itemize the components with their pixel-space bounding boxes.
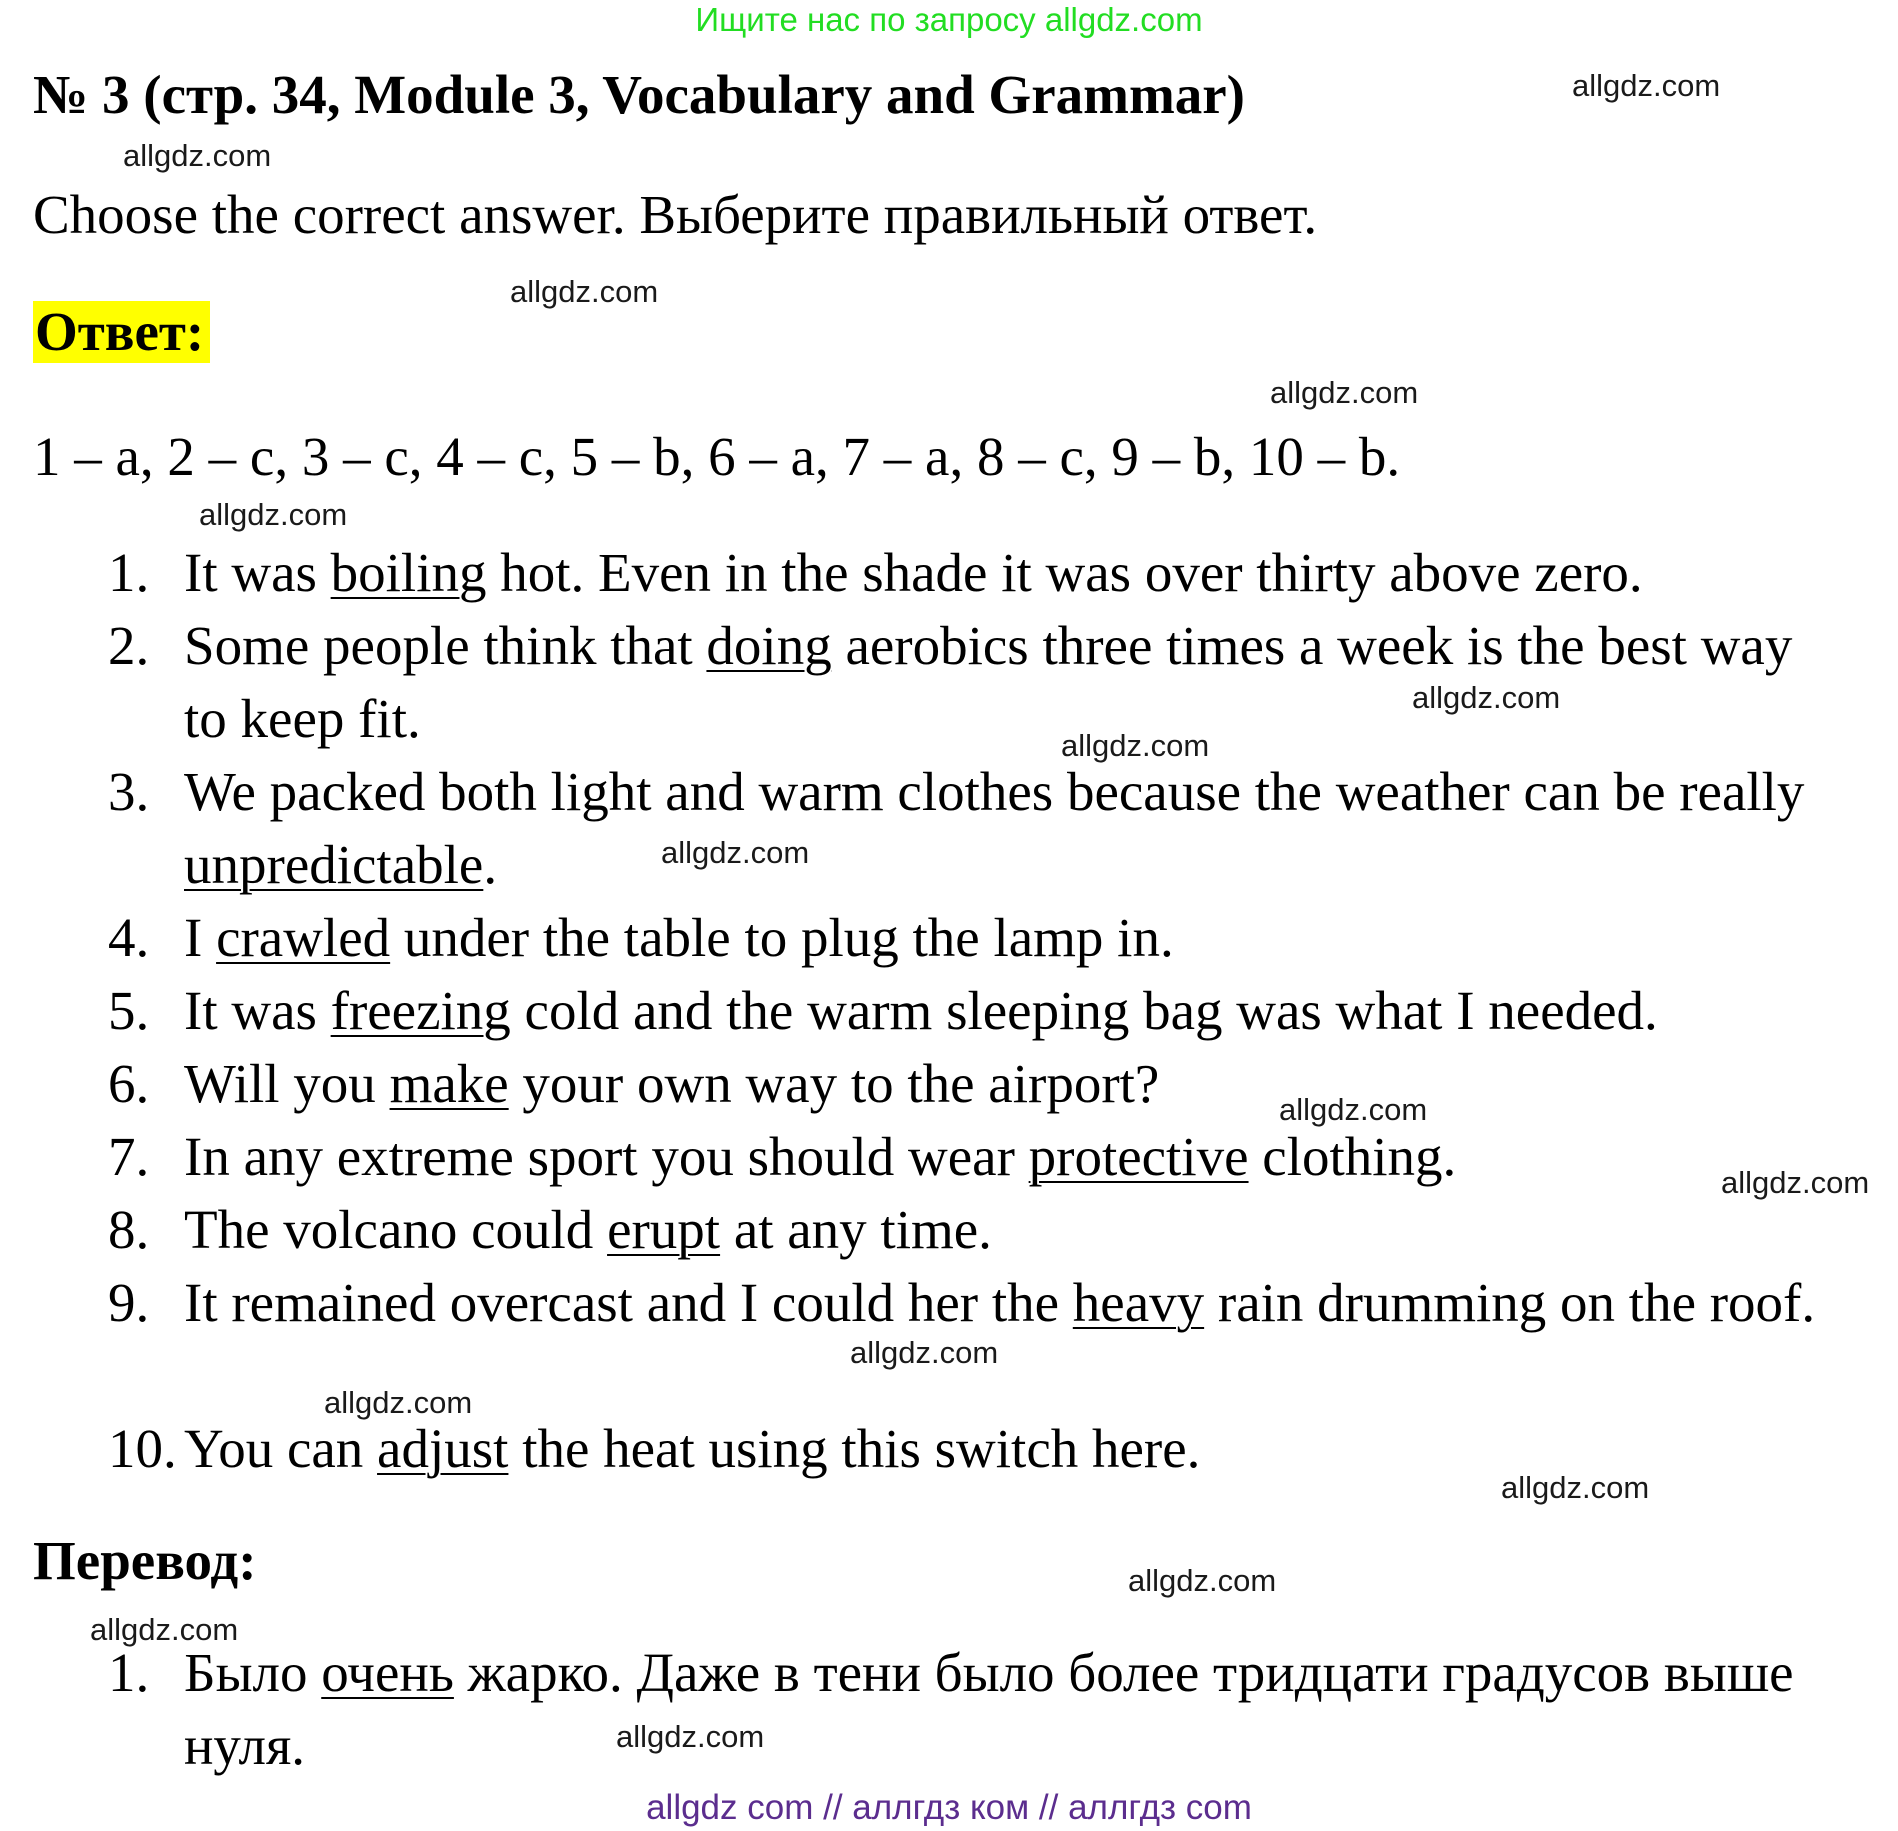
answer-word: crawled	[216, 907, 391, 968]
item-text: It remained overcast and I could her the heavy rain drumming on the roof.	[184, 1272, 1816, 1333]
watermark: allgdz.com	[850, 1335, 999, 1370]
item-number: 3.	[108, 761, 150, 822]
answers-line: 1 – a, 2 – c, 3 – c, 4 – c, 5 – b, 6 – a, 7 – a, 8 – c, 9 – b, 10 – b.	[33, 426, 1401, 487]
watermark: allgdz.com	[1061, 728, 1210, 763]
item-number: 9.	[108, 1272, 150, 1333]
answer-word: adjust	[377, 1418, 509, 1479]
watermark: allgdz.com	[123, 138, 272, 173]
item-number: 4.	[108, 907, 150, 968]
page-title: № 3 (стр. 34, Module 3, Vocabulary and Grammar)	[33, 64, 1245, 125]
watermark: allgdz.com	[199, 497, 348, 532]
item-text: The volcano could erupt at any time.	[184, 1199, 992, 1260]
watermark: allgdz.com	[1501, 1470, 1650, 1505]
answer-word: protective	[1028, 1126, 1249, 1187]
top-banner: Ищите нас по запросу allgdz.com	[695, 1, 1203, 38]
watermark: allgdz.com	[616, 1719, 765, 1754]
item-text: I crawled under the table to plug the lamp in.	[184, 907, 1174, 968]
item-number: 7.	[108, 1126, 150, 1187]
watermark: allgdz.com	[1270, 375, 1419, 410]
item-number: 2.	[108, 615, 150, 676]
item-text: Will you make your own way to the airport?	[184, 1053, 1160, 1114]
watermark: allgdz.com	[324, 1385, 473, 1420]
item-text: Было очень жарко. Даже в тени было более тридцати градусов выше нуля.	[184, 1642, 1794, 1776]
watermark: allgdz.com	[1128, 1563, 1277, 1598]
item-text: It was boiling hot. Even in the shade it was over thirty above zero.	[184, 542, 1643, 603]
task-instruction: Choose the correct answer. Выберите правильный ответ.	[33, 184, 1318, 245]
answer-word: heavy	[1072, 1272, 1205, 1333]
item-number: 1.	[108, 1642, 150, 1703]
translation-heading: Перевод:	[33, 1530, 257, 1591]
watermark: allgdz.com	[90, 1612, 239, 1647]
watermark: allgdz.com	[1721, 1165, 1870, 1200]
watermark: allgdz.com	[661, 835, 810, 870]
item-number: 10.	[108, 1418, 177, 1479]
item-text: In any extreme sport you should wear protective clothing.	[184, 1126, 1457, 1187]
answer-word: unpredictable	[184, 834, 484, 895]
answer-label: Ответ:	[33, 301, 210, 363]
watermark: allgdz.com	[510, 274, 659, 309]
answer-word: erupt	[607, 1199, 721, 1260]
answer-word: make	[389, 1053, 509, 1114]
item-text: We packed both light and warm clothes because the weather can be really unpredictable.	[184, 761, 1805, 895]
item-number: 6.	[108, 1053, 150, 1114]
watermark: allgdz.com	[1572, 68, 1721, 103]
item-number: 5.	[108, 980, 150, 1041]
footer-links: allgdz com // аллгдз ком // аллгдз com	[646, 1788, 1252, 1827]
answer-word: очень	[321, 1642, 454, 1703]
item-text: You can adjust the heat using this switch here.	[184, 1418, 1201, 1479]
watermark: allgdz.com	[1412, 680, 1561, 715]
answer-word: freezing	[330, 980, 511, 1041]
answer-word: boiling	[330, 542, 487, 603]
item-number: 1.	[108, 542, 150, 603]
watermark: allgdz.com	[1279, 1092, 1428, 1127]
answer-word: doing	[706, 615, 832, 676]
item-text: Some people think that doing aerobics three times a week is the best way to keep fit.	[184, 615, 1793, 749]
item-text: It was freezing cold and the warm sleeping bag was what I needed.	[184, 980, 1658, 1041]
item-number: 8.	[108, 1199, 150, 1260]
